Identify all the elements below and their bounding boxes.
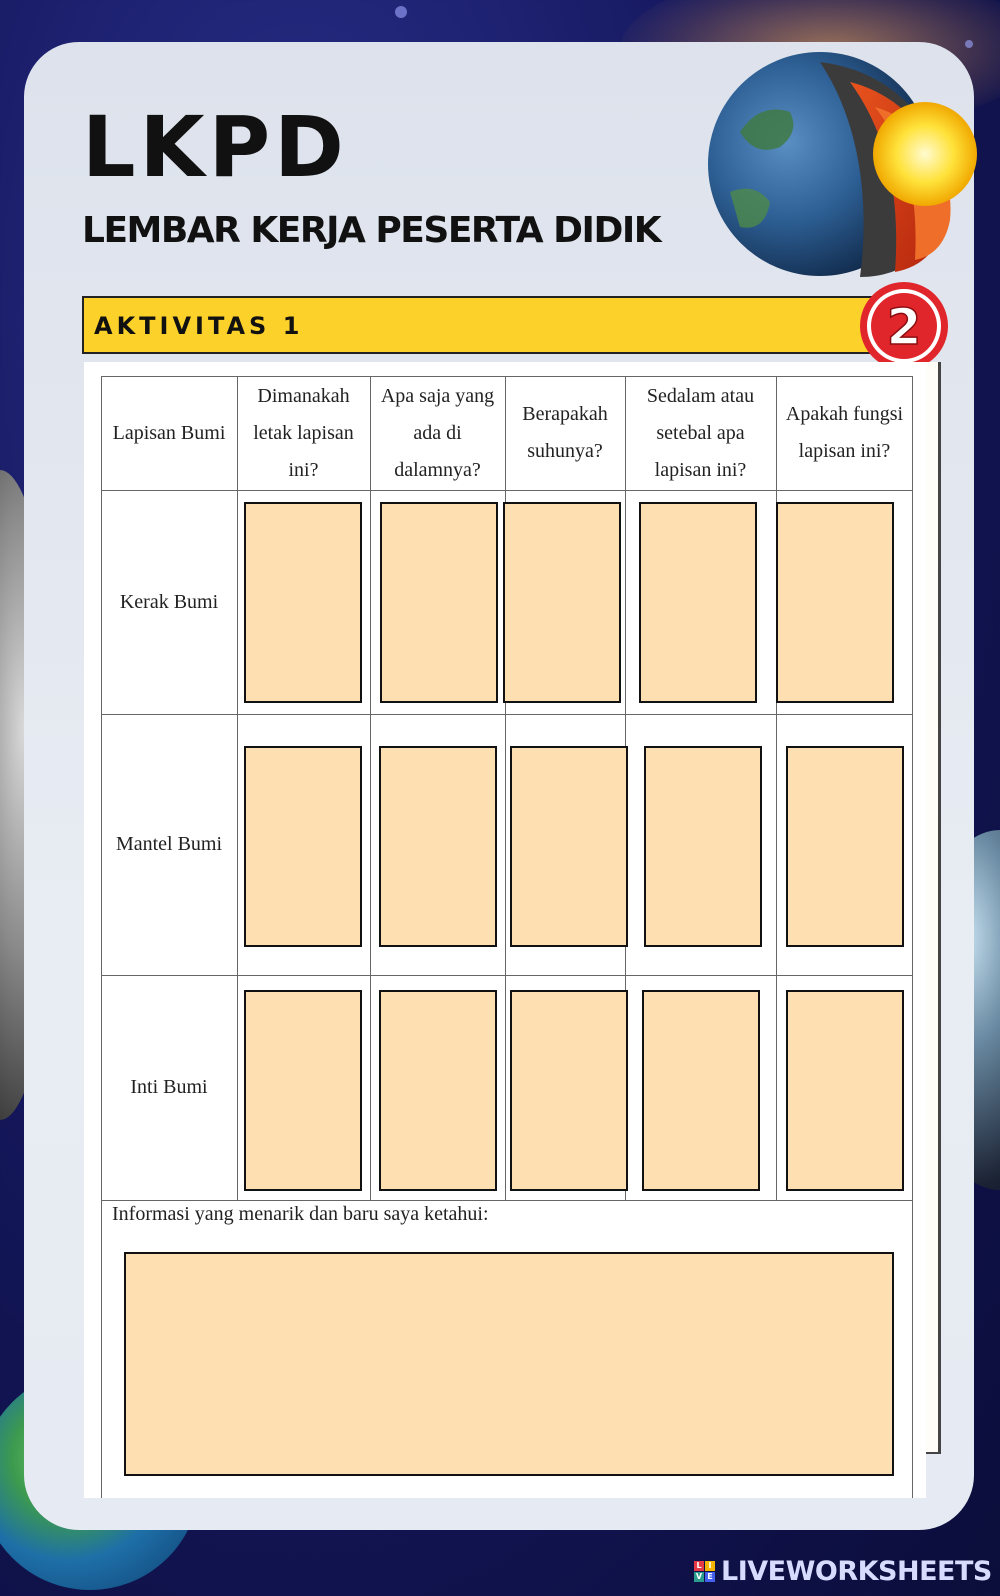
table-divider: [776, 376, 777, 1201]
answer-mantle-function[interactable]: [786, 746, 904, 947]
logo-letter: V: [695, 1572, 703, 1581]
liveworksheets-watermark: [694, 1556, 992, 1587]
earth-layers-icon: [700, 42, 980, 282]
activity-label: AKTIVITAS 1: [94, 312, 304, 340]
liveworksheets-logo-icon: [694, 1561, 715, 1582]
page-subtitle: LEMBAR KERJA PESERTA DIDIK: [82, 210, 661, 251]
row-label-mantle: Mantel Bumi: [115, 833, 223, 855]
answer-crust-location[interactable]: [244, 502, 362, 703]
header-function: Apakah fungsi lapisan ini?: [785, 403, 904, 462]
answer-core-function[interactable]: [786, 990, 904, 1191]
answer-core-temperature[interactable]: [510, 990, 628, 1191]
activity-banner: [82, 296, 882, 354]
row-label-crust: Kerak Bumi: [119, 590, 219, 613]
answer-core-thickness[interactable]: [642, 990, 760, 1191]
answer-mantle-thickness[interactable]: [644, 746, 762, 947]
answer-core-contents[interactable]: [379, 990, 497, 1191]
table-divider: [237, 376, 238, 1201]
answer-core-location[interactable]: [244, 990, 362, 1191]
logo-letter: I: [705, 1561, 715, 1571]
logo-letter: L: [694, 1561, 704, 1571]
answer-mantle-location[interactable]: [244, 746, 362, 947]
header-contents: Apa saja yang ada di dalamnya?: [380, 384, 495, 481]
answer-crust-contents[interactable]: [380, 502, 498, 703]
header-location: Dimanakah letak lapisan ini?: [253, 384, 354, 481]
table-divider: [505, 376, 506, 1201]
table-divider: [370, 376, 371, 1201]
header-layer: Lapisan Bumi: [112, 421, 226, 444]
row-label-core: Inti Bumi: [130, 1076, 208, 1098]
answer-mantle-contents[interactable]: [379, 746, 497, 947]
logo-letter: E: [705, 1572, 715, 1582]
page-number: 2: [886, 298, 922, 356]
answer-crust-thickness[interactable]: [639, 502, 757, 703]
table-divider: [101, 1200, 913, 1201]
answer-crust-function[interactable]: [776, 502, 894, 703]
watermark-text: LIVEWORKSHEETS: [721, 1556, 992, 1587]
header-temperature: Berapakah suhunya?: [522, 403, 608, 462]
page-title: LKPD: [82, 98, 348, 196]
answer-crust-temperature[interactable]: [503, 502, 621, 703]
answer-mantle-temperature[interactable]: [510, 746, 628, 947]
answer-interesting-info[interactable]: [124, 1252, 894, 1476]
page-number-badge: [856, 278, 952, 374]
background-star: [395, 6, 407, 18]
info-label: Informasi yang menarik dan baru saya ketahui:: [112, 1203, 489, 1225]
header-thickness: Sedalam atau setebal apa lapisan ini?: [646, 384, 755, 481]
